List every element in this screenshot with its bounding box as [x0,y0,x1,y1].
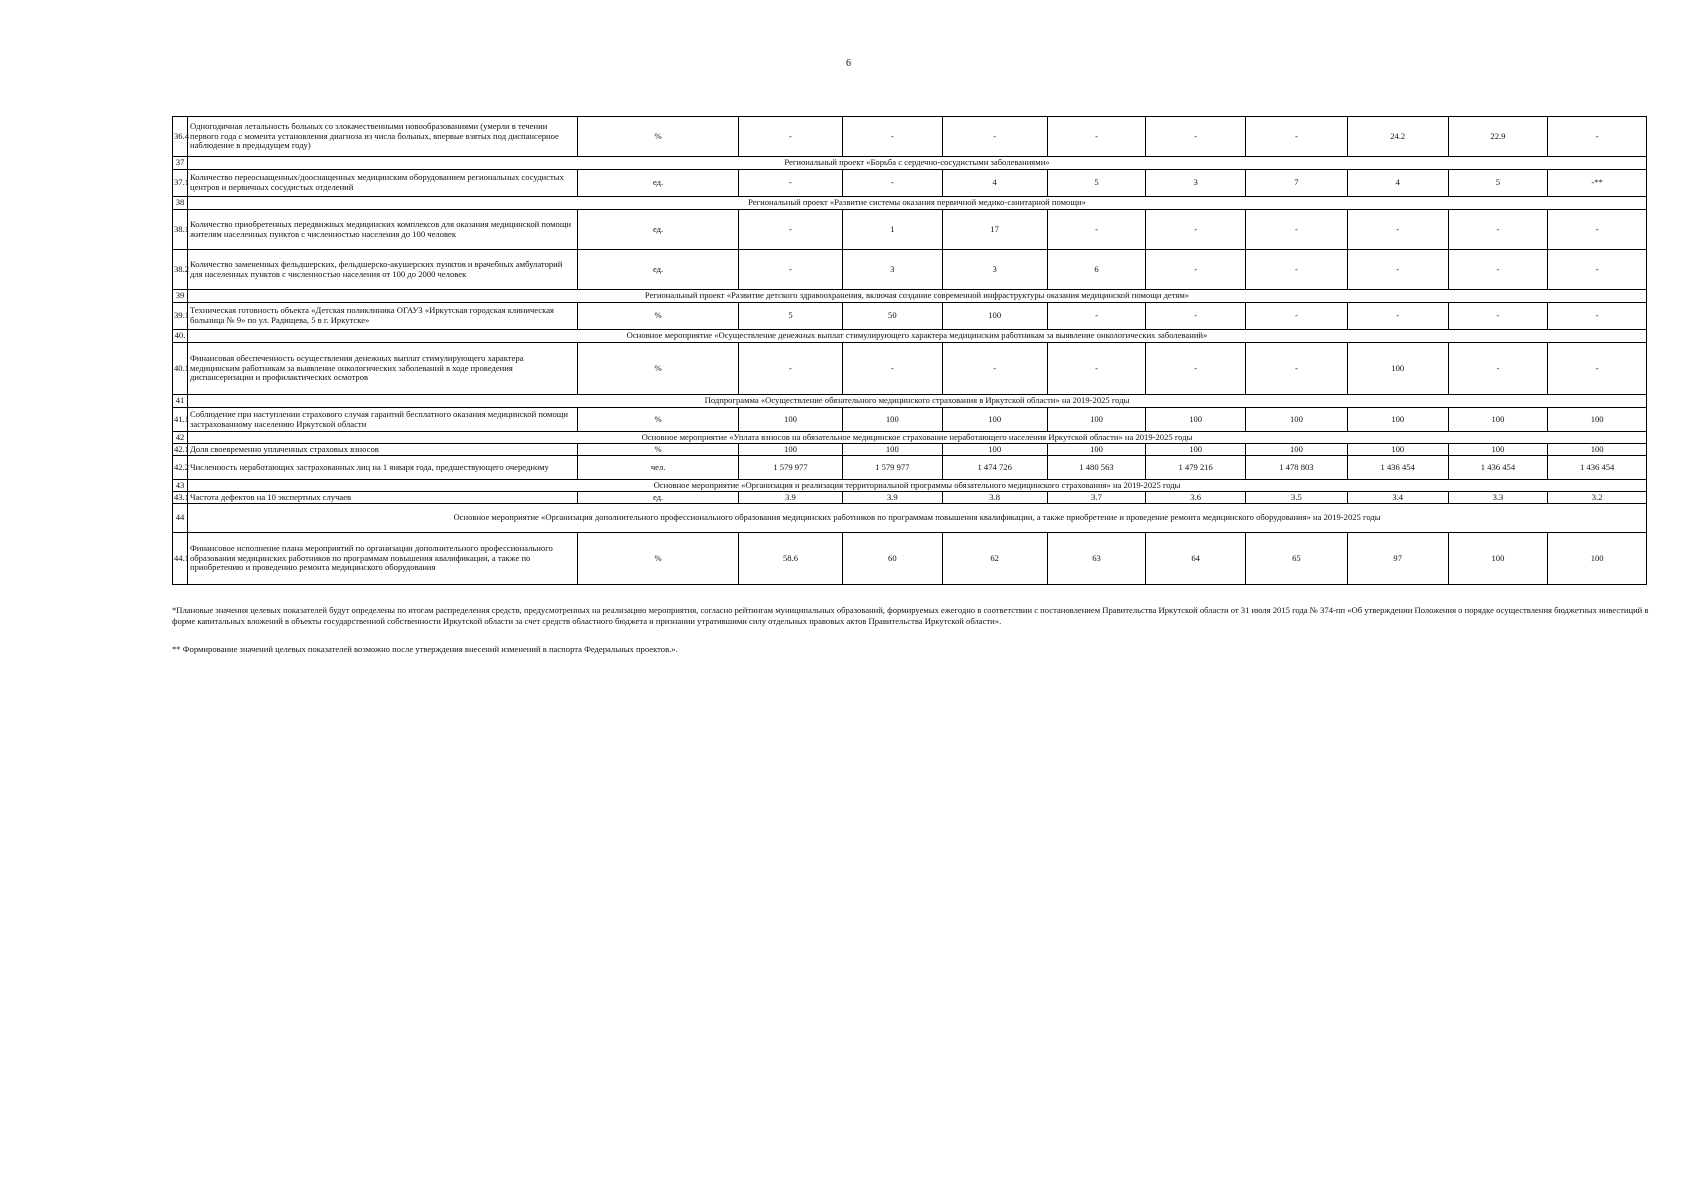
row-number: 41.1 [173,408,188,432]
value-cell: 4 [1347,170,1448,197]
value-cell: 1 579 977 [842,456,942,480]
value-cell: - [1047,343,1146,395]
value-cell: 100 [1448,408,1548,432]
value-cell: 58.6 [739,533,843,585]
row-number: 42.1 [174,443,190,454]
value-cell: 50 [842,303,942,330]
indicator-name: Численность неработающих застрахованных лиц на 1 января года, предшествующего очередному [188,456,578,480]
section-title: Региональный проект «Развитие детского здравоохранения, включая создание современной инфраструктуры оказания медицинской помощи детям» [188,290,1647,303]
value-cell: 100 [1246,408,1348,432]
unit-cell: % [578,408,739,432]
table-row [173,250,1647,290]
indicator-name: Финансовая обеспеченность осуществления денежных выплат стимулирующего характера медицинским работникам за выявление онкологических заболеваний в ходе проведения диспансеризации и профилактических осмотров [188,343,578,395]
footnote-plan-values: *Плановые значения целевых показателей будут определены по итогам распределения средств, предусмотренных на реализацию мероприятия, согласно рейтингам муниципальных образований, формируемых ежегодно в соответствии с постановлением Правительства Иркутской области от 31 июля 2015 года № 374-пп «Об утверждении Положения о порядке осуществления бюджетных инвестиций в форме капитальных вложений в объекты государственной собственности Иркутской области за счет средств областного бюджета и признании утратившими силу отдельных правовых актов Правительства Иркутской области». [172,605,1649,627]
value-cell: - [739,170,843,197]
section-title: Основное мероприятие «Уплата взносов на обязательное медицинское страхование неработающего населения Иркутской области» на 2019-2025 годы [188,432,1647,444]
indicator-name: Соблюдение при наступлении страхового случая гарантий бесплатного оказания медицинской помощи застрахованному населению Иркутской области [188,408,578,432]
value-cell: - [1246,343,1348,395]
value-cell: 5 [739,303,843,330]
value-cell: 100 [1347,343,1448,395]
value-cell: 100 [1448,444,1548,456]
section-title: Региональный проект «Развитие системы оказания первичной медико-санитарной помощи» [188,197,1647,210]
value-cell: - [1047,210,1146,250]
value-cell: 100 [1548,533,1647,585]
value-cell: - [842,343,942,395]
value-cell: - [739,117,843,157]
unit-cell: ед. [578,492,739,504]
table-row [173,492,1647,504]
row-number: 43 [173,480,188,492]
section-title: Основное мероприятие «Организация и реализация территориальной программы обязательного медицинского страхования» на 2019-2025 годы [188,480,1647,492]
table-row [173,444,1647,456]
section-row [173,395,1647,408]
row-number: 42 [173,432,188,444]
table-row [173,533,1647,585]
value-cell: 1 436 454 [1448,456,1548,480]
indicator-name: Количество приобретенных передвижных медицинских комплексов для оказания медицинской помощи жителям населенных пунктов с численностью населения до 100 человек [188,210,578,250]
value-cell: 1 480 563 [1047,456,1146,480]
value-cell: 62 [942,533,1047,585]
value-cell: 3 [1146,170,1246,197]
row-number: 37 [173,157,188,170]
value-cell: 65 [1246,533,1348,585]
value-cell: 100 [1548,408,1647,432]
table-row [173,343,1647,395]
value-cell: - [842,117,942,157]
section-row [173,432,1647,444]
section-title: Основное мероприятие «Осуществление денежных выплат стимулирующего характера медицинским работникам за выявление онкологических заболеваний» [188,330,1647,343]
value-cell: - [1047,303,1146,330]
value-cell: - [1548,117,1647,157]
value-cell: 4 [942,170,1047,197]
row-number: 39 [173,290,188,303]
row-number: 38 [173,197,188,210]
value-cell: 100 [1347,408,1448,432]
indicator-name: Техническая готовность объекта «Детская поликлиника ОГАУЗ «Иркутская городская клиническая больница № 9» по ул. Радищева, 5 в г. Иркутске» [188,303,578,330]
section-title: Подпрограмма «Осуществление обязательного медицинского страхования в Иркутской области» на 2019-2025 годы [188,395,1647,408]
value-cell: - [1146,303,1246,330]
value-cell: 100 [1047,444,1146,456]
indicator-name: Количество замененных фельдшерских, фельдшерско-акушерских пунктов и врачебных амбулаторий для населенных пунктов с численностью населения от 100 до 2000 человек [188,250,578,290]
value-cell: 1 [842,210,942,250]
indicator-name: Одногодичная летальность больных со злокачественными новообразованиями (умерли в течении первого года с момента установления диагноза из числа больных, впервые взятых под диспансерное наблюдение в предыдущем году) [188,117,578,157]
table-row [173,117,1647,157]
row-number: 38.2 [173,250,188,290]
row-number: 42.2 [173,456,188,480]
value-cell: - [842,170,942,197]
section-title: Региональный проект «Борьба с сердечно-сосудистыми заболеваниями» [188,157,1647,170]
value-cell: 3 [842,250,942,290]
table-row [173,303,1647,330]
value-cell: - [739,343,843,395]
value-cell: - [1146,250,1246,290]
value-cell: - [1448,303,1548,330]
table-row [173,210,1647,250]
value-cell: 17 [942,210,1047,250]
value-cell: 100 [1246,444,1348,456]
value-cell: - [1548,343,1647,395]
row-number: 43.1 [174,491,190,502]
value-cell: 3.4 [1347,492,1448,504]
value-cell: 3.9 [842,492,942,504]
unit-cell: ед. [578,170,739,197]
row-number: 40.1 [173,343,188,395]
value-cell: - [1548,303,1647,330]
value-cell: - [739,210,843,250]
value-cell: 5 [1448,170,1548,197]
value-cell: 1 474 726 [942,456,1047,480]
value-cell: - [1246,250,1348,290]
value-cell: - [1347,210,1448,250]
section-row [173,197,1647,210]
value-cell: - [1548,210,1647,250]
value-cell: - [1347,303,1448,330]
value-cell: 5 [1047,170,1146,197]
row-number: 38.1 [173,210,188,250]
value-cell: - [1347,250,1448,290]
value-cell: 100 [1548,444,1647,456]
footnotes [172,605,1652,656]
footnote-federal-projects: ** Формирование значений целевых показателей возможно после утверждения внесений изменений в паспорта Федеральных проектов.». [172,644,678,655]
value-cell: - [1146,343,1246,395]
value-cell: 1 579 977 [739,456,843,480]
indicator-name: Финансовое исполнение плана мероприятий по организации дополнительного профессионального образования медицинских работников по программам повышения квалификации, а также по приобретению и проведению ремонта медицинского оборудования [188,533,578,585]
value-cell: 3.9 [739,492,843,504]
value-cell: 7 [1246,170,1348,197]
value-cell: - [1246,303,1348,330]
indicator-name: Частота дефектов на 10 экспертных случаев [188,492,578,504]
value-cell: - [739,250,843,290]
unit-cell: % [578,533,739,585]
row-number: 40. [173,330,188,343]
page-number: 6 [846,58,851,69]
row-number: 36.4 [173,117,188,157]
value-cell: 3 [942,250,1047,290]
value-cell: 1 479 216 [1146,456,1246,480]
row-number: 41 [173,395,188,408]
row-number: 39.1 [173,303,188,330]
indicators-table [172,116,1647,585]
table-row [173,170,1647,197]
value-cell: 3.3 [1448,492,1548,504]
unit-cell: ед. [578,250,739,290]
value-cell: - [1548,250,1647,290]
value-cell: - [1146,117,1246,157]
section-row [173,157,1647,170]
unit-cell: ед. [578,210,739,250]
value-cell: 100 [739,444,843,456]
value-cell: 100 [942,444,1047,456]
indicator-name: Доля своевременно уплаченных страховых взносов [188,444,578,456]
value-cell: - [1246,117,1348,157]
value-cell: 100 [942,303,1047,330]
value-cell: 100 [942,408,1047,432]
value-cell: - [1246,210,1348,250]
value-cell: 3.2 [1548,492,1647,504]
value-cell: 100 [1146,444,1246,456]
indicator-name: Количество переоснащенных/дооснащенных медицинским оборудованием региональных сосудистых центров и первичных сосудистых отделений [188,170,578,197]
value-cell: - [1448,250,1548,290]
value-cell: - [942,343,1047,395]
section-row [173,290,1647,303]
unit-cell: % [578,117,739,157]
section-row [173,504,1647,533]
value-cell: 60 [842,533,942,585]
value-cell: 100 [1047,408,1146,432]
table-row [173,408,1647,432]
section-row [173,480,1647,492]
value-cell: 64 [1146,533,1246,585]
value-cell: 100 [739,408,843,432]
value-cell: -** [1548,170,1647,197]
value-cell: 1 478 803 [1246,456,1348,480]
value-cell: 100 [1448,533,1548,585]
unit-cell: % [578,444,739,456]
value-cell: - [942,117,1047,157]
row-number: 44.1 [173,533,188,585]
unit-cell: чел. [578,456,739,480]
value-cell: 3.5 [1246,492,1348,504]
section-row [173,330,1647,343]
table-row [173,456,1647,480]
unit-cell: % [578,303,739,330]
row-number: 44 [173,504,188,533]
value-cell: 3.7 [1047,492,1146,504]
row-number: 37.1 [173,170,188,197]
value-cell: 63 [1047,533,1146,585]
value-cell: 100 [842,408,942,432]
value-cell: 6 [1047,250,1146,290]
unit-cell: % [578,343,739,395]
value-cell: 3.8 [942,492,1047,504]
value-cell: - [1146,210,1246,250]
value-cell: 24.2 [1347,117,1448,157]
value-cell: 1 436 454 [1548,456,1647,480]
value-cell: - [1448,210,1548,250]
value-cell: 100 [1347,444,1448,456]
value-cell: 3.6 [1146,492,1246,504]
value-cell: 100 [1146,408,1246,432]
value-cell: 100 [842,444,942,456]
value-cell: 97 [1347,533,1448,585]
value-cell: 22.9 [1448,117,1548,157]
value-cell: - [1047,117,1146,157]
section-title: Основное мероприятие «Организация дополнительного профессионального образования медицинских работников по программам повышения квалификации, а также приобретение и проведение ремонта медицинского оборудования» на 2019-2025 годы [188,504,1647,533]
value-cell: 1 436 454 [1347,456,1448,480]
value-cell: - [1448,343,1548,395]
